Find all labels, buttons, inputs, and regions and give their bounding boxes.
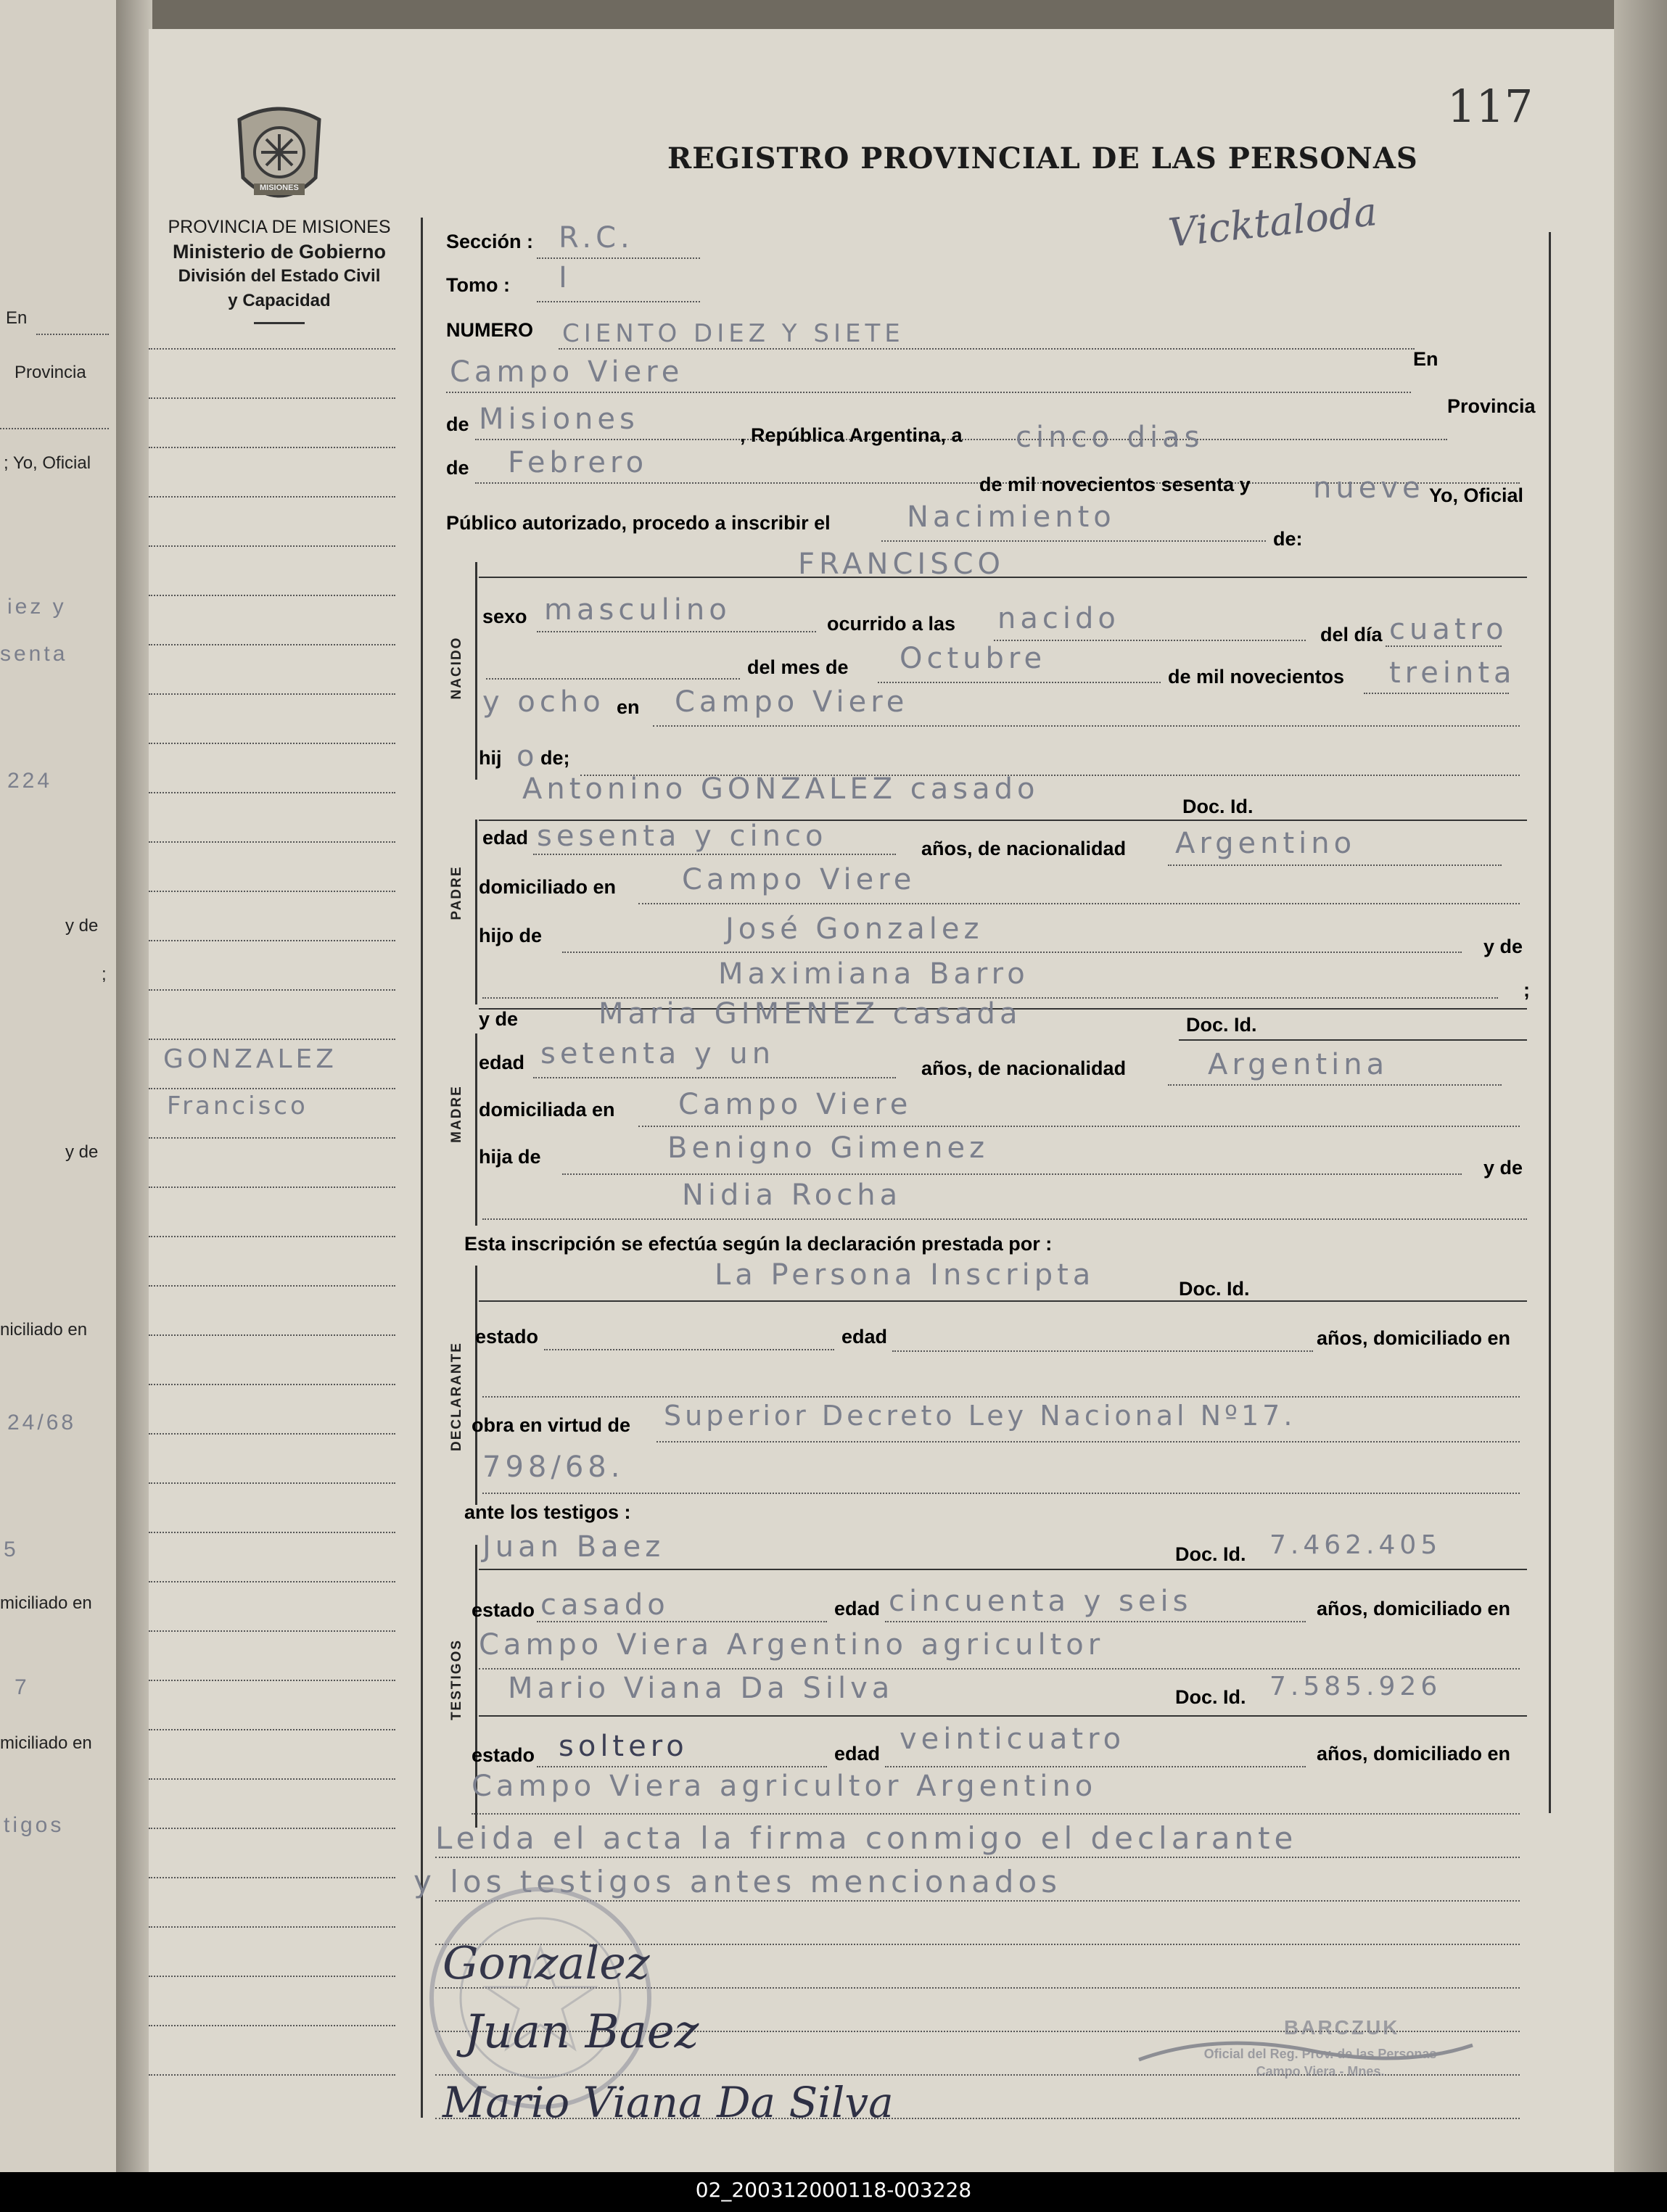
- value-madre-dom: Campo Viere: [678, 1088, 913, 1121]
- left-frag-hw1: iez y: [7, 595, 67, 619]
- right-border: [1549, 232, 1551, 1813]
- margin-line: [149, 447, 395, 448]
- margin-line: [149, 1482, 395, 1484]
- edad-testigo-1-line: [885, 1621, 1306, 1622]
- padre-vsep: [475, 820, 477, 1004]
- label-doc-testigo-2: Doc. Id.: [1175, 1686, 1246, 1708]
- label-ocurrido: ocurrido a las: [827, 613, 956, 635]
- margin-line: [149, 1680, 395, 1681]
- ministry-province: PROVINCIA DE MISIONES: [168, 217, 391, 237]
- margin-line: [149, 940, 395, 941]
- padre-dom-line: [638, 903, 1520, 904]
- testigo-2-rule: [479, 1715, 1527, 1717]
- left-line: [0, 428, 109, 429]
- left-frag-yde1: y de: [65, 916, 99, 936]
- label-y-de-padre: y de: [1483, 936, 1523, 957]
- seccion-line: [537, 257, 700, 259]
- page-edges: [1614, 0, 1667, 2172]
- value-padre-dom: Campo Viere: [682, 863, 916, 896]
- label-de: de: [446, 413, 469, 435]
- value-padre-edad: sesenta y cinco: [537, 820, 828, 853]
- label-de-semi: de;: [540, 747, 570, 769]
- label-del-mes: del mes de: [747, 656, 849, 678]
- ministry-header: [141, 215, 417, 324]
- testigos-top-rule: [479, 1569, 1527, 1570]
- margin-line: [149, 891, 395, 892]
- value-testigo-2: Mario Viana Da Silva: [508, 1672, 894, 1705]
- left-frag-semi: ;: [102, 965, 107, 984]
- label-seccion: Sección :: [446, 231, 534, 252]
- margin-line: [149, 1384, 395, 1385]
- header-signature: Vicktaloda: [1166, 189, 1380, 256]
- label-republica: , República Argentina, a: [740, 424, 963, 446]
- left-line: [36, 334, 109, 335]
- margin-line: [149, 989, 395, 991]
- value-padre-nombre: Antonino GONZALEZ casado: [522, 772, 1040, 806]
- hora-line: [994, 640, 1306, 641]
- margin-line: [149, 841, 395, 843]
- left-frag-hw3: 224: [7, 769, 53, 793]
- padre-nac-line: [1168, 864, 1502, 866]
- margin-surname: GONZALEZ: [163, 1044, 337, 1074]
- madre-vsep: [475, 1033, 477, 1226]
- value-testigo-2-dom: Campo Viera agricultor Argentino: [472, 1770, 1098, 1803]
- label-anos-nac-padre: años, de nacionalidad: [921, 838, 1127, 859]
- value-testigo-2-edad: veinticuatro: [900, 1722, 1126, 1756]
- value-tomo: I: [559, 261, 572, 294]
- numero-line: [559, 348, 1415, 350]
- label-provincia: Provincia: [1447, 395, 1536, 417]
- page-number: 117: [1447, 80, 1534, 133]
- label-edad-declarante: edad: [841, 1326, 888, 1348]
- margin-line: [149, 1187, 395, 1188]
- label-mil-novecientos: de mil novecientos: [1168, 666, 1345, 688]
- label-de-colon: de:: [1273, 528, 1303, 550]
- margin-line: [149, 496, 395, 498]
- margin-line: [149, 644, 395, 645]
- value-dia-nac: cuatro: [1389, 613, 1508, 646]
- margin-line: [149, 1137, 395, 1139]
- dom-testigo-2-line: [472, 1813, 1520, 1815]
- left-frag-hw6: 7: [15, 1675, 30, 1699]
- left-frag-hw7: tigos: [4, 1813, 65, 1837]
- value-obra-1: Superior Decreto Ley Nacional Nº17.: [664, 1400, 1296, 1432]
- value-declarante: La Persona Inscripta: [715, 1258, 1095, 1292]
- left-frag-hw2: senta: [0, 642, 68, 666]
- value-lugar: Campo Viere: [450, 355, 684, 389]
- stamp-text: Oficial del Reg. Prov. de las Personas Campo Viera - Mnes.: [1203, 2047, 1437, 2079]
- closing-note-1: Leida el acta la firma conmigo el declarante: [435, 1820, 1298, 1856]
- label-en: En: [1413, 348, 1438, 370]
- dia-nac-line: [1386, 645, 1502, 647]
- tomo-line: [537, 301, 700, 302]
- value-madre-nombre: Maria GIMENEZ casada: [598, 997, 1022, 1031]
- lugar-nac-line: [653, 725, 1520, 727]
- margin-name: Francisco: [167, 1091, 308, 1121]
- label-domiciliada: domiciliada en: [479, 1099, 615, 1121]
- stamp-name: BARCZUK: [1284, 2016, 1400, 2039]
- margin-line: [149, 1630, 395, 1632]
- label-doc-padre: Doc. Id.: [1182, 796, 1254, 817]
- label-numero: NUMERO: [446, 319, 533, 341]
- left-frag-en: En: [6, 308, 28, 328]
- margin-line: [149, 2074, 395, 2076]
- margin-line: [149, 1433, 395, 1435]
- value-hij-suffix: o: [516, 740, 539, 773]
- value-testigo-1: Juan Baez: [482, 1530, 665, 1564]
- value-abuela-m: Nidia Rocha: [682, 1179, 902, 1212]
- label-edad-testigo-2: edad: [834, 1743, 881, 1765]
- value-lugar-nac: Campo Viere: [675, 685, 909, 719]
- obra-line: [656, 1441, 1520, 1443]
- margin-line: [149, 792, 395, 793]
- label-semicolon-padre: ;: [1523, 979, 1530, 1001]
- signature-da-silva: Mario Viana Da Silva: [443, 2078, 894, 2127]
- image-id-footer: 02_200312000118-003228: [695, 2178, 972, 2202]
- left-page-content: [0, 0, 116, 2172]
- left-frag-hw5: 5: [4, 1538, 19, 1561]
- margin-line: [149, 1581, 395, 1582]
- margin-line: [149, 1926, 395, 1928]
- book-gutter: [116, 0, 152, 2172]
- mes-nac-line: [878, 682, 1161, 683]
- acto-line: [881, 540, 1266, 542]
- label-y-de-madre: y de: [479, 1008, 519, 1030]
- margin-line: [149, 1039, 395, 1040]
- edad-declarante-line: [892, 1350, 1313, 1352]
- value-madre-nac: Argentina: [1208, 1048, 1389, 1081]
- label-de-2: de: [446, 457, 469, 479]
- label-y-de-madre-2: y de: [1483, 1157, 1523, 1179]
- value-numero: CIENTO DIEZ Y SIETE: [562, 319, 905, 348]
- officer-stamp: [1132, 2016, 1480, 2132]
- value-mes: Febrero: [508, 446, 649, 479]
- left-frag-miciliado1: niciliado en: [0, 1320, 88, 1340]
- margin-line: [149, 2025, 395, 2026]
- label-tomo: Tomo :: [446, 274, 510, 296]
- province-emblem: [232, 98, 326, 214]
- value-provincia: Misiones: [479, 403, 639, 436]
- margin-line: [149, 1088, 395, 1089]
- value-acto: Nacimiento: [907, 500, 1116, 534]
- value-testigo-1-edad: cincuenta y seis: [889, 1585, 1193, 1618]
- sexo-line: [537, 631, 816, 632]
- signature-gonzalez: Gonzalez: [443, 1936, 650, 1989]
- label-hija-de: hija de: [479, 1146, 541, 1168]
- label-estado-testigo-2: estado: [472, 1744, 535, 1766]
- dom-testigo-1-line: [479, 1668, 1520, 1670]
- value-ano-nac-2: y ocho: [482, 685, 605, 719]
- left-frag-yde2: y de: [65, 1142, 99, 1162]
- margin-line: [149, 1778, 395, 1780]
- value-dia: cinco dias: [1016, 421, 1204, 454]
- margin-column: [149, 348, 410, 2147]
- value-testigo-1-doc: 7.462.405: [1269, 1530, 1442, 1560]
- margin-line: [149, 1236, 395, 1237]
- madre-doc-rule: [1179, 1039, 1527, 1041]
- label-publico: Público autorizado, procedo a inscribir el: [446, 512, 831, 534]
- signature-baez: Juan Baez: [464, 2005, 699, 2059]
- padre-edad-line: [533, 854, 896, 855]
- section-nacido: NACIDO: [449, 636, 464, 700]
- label-hij: hij: [479, 747, 502, 769]
- value-ano-nac-1: treinta: [1389, 656, 1516, 690]
- abuela-m-line: [482, 1218, 1527, 1220]
- label-anos-nac-madre: años, de nacionalidad: [921, 1057, 1127, 1079]
- label-mil-sesenta: de mil novecientos sesenta y: [979, 474, 1251, 495]
- margin-line: [149, 1285, 395, 1287]
- value-padre-nac: Argentino: [1175, 827, 1357, 860]
- ministry-rule: [254, 322, 305, 324]
- label-obra: obra en virtud de: [472, 1414, 631, 1436]
- value-ano: nueve: [1313, 471, 1425, 505]
- value-madre-edad: setenta y un: [540, 1037, 775, 1070]
- margin-line: [149, 595, 395, 596]
- value-abuelo-m: Benigno Gimenez: [667, 1131, 989, 1165]
- section-madre: MADRE: [449, 1085, 464, 1143]
- label-domiciliado-padre: domiciliado en: [479, 876, 617, 898]
- ministry-division-2: y Capacidad: [228, 291, 331, 310]
- value-mes-nac: Octubre: [900, 642, 1047, 675]
- margin-line: [149, 545, 395, 547]
- value-hora: nacido: [997, 602, 1120, 635]
- obra-line-2: [482, 1493, 1520, 1494]
- margin-line: [149, 348, 395, 350]
- label-inscripcion: Esta inscripción se efectúa según la declaración prestada por :: [464, 1233, 1053, 1255]
- edad-testigo-2-line: [885, 1766, 1306, 1767]
- margin-line: [149, 1877, 395, 1878]
- margin-line: [149, 397, 395, 399]
- label-edad-testigo-1: edad: [834, 1598, 881, 1619]
- left-frag-miciliado2: miciliado en: [0, 1593, 92, 1613]
- abuelo-line: [562, 952, 1462, 953]
- value-testigo-1-dom: Campo Viera Argentino agricultor: [479, 1628, 1105, 1662]
- madre-nac-line: [1168, 1084, 1502, 1086]
- margin-line: [149, 1532, 395, 1533]
- label-anos-dom-testigo-1: años, domiciliado en: [1317, 1598, 1511, 1619]
- closing-line: [435, 1857, 1520, 1858]
- value-seccion: R.C.: [559, 221, 634, 255]
- declarante-vsep: [475, 1266, 477, 1505]
- margin-line: [149, 1828, 395, 1829]
- label-doc-testigo-1: Doc. Id.: [1175, 1543, 1246, 1565]
- value-testigo-1-estado: casado: [540, 1588, 670, 1622]
- left-frag-hw4: 24/68: [7, 1411, 77, 1435]
- ano-nac-line: [1364, 693, 1509, 694]
- ministry-name: Ministerio de Gobierno: [172, 241, 387, 263]
- dom-declarante-line: [482, 1396, 1520, 1398]
- value-testigo-2-doc: 7.585.926: [1269, 1672, 1442, 1701]
- value-sexo: masculino: [544, 593, 731, 627]
- margin-line: [149, 1729, 395, 1730]
- page-title: REGISTRO PROVINCIAL DE LAS PERSONAS: [667, 141, 1418, 176]
- margin-separator: [421, 218, 423, 2118]
- estado-declarante-line: [544, 1349, 834, 1350]
- emblem-text: MISIONES: [260, 183, 299, 192]
- label-yo-oficial: Yo, Oficial: [1429, 484, 1524, 506]
- ministry-division: División del Estado Civil: [178, 266, 381, 286]
- estado-testigo-1-line: [537, 1621, 827, 1622]
- madre-edad-line: [533, 1077, 896, 1078]
- pre-mes-line: [486, 678, 740, 680]
- left-frag-miciliado3: miciliado en: [0, 1733, 92, 1753]
- margin-line: [149, 693, 395, 695]
- label-anos-dom-testigo-2: años, domiciliado en: [1317, 1743, 1511, 1765]
- label-en-lower: en: [617, 696, 640, 718]
- value-abuela: Maximiana Barro: [718, 957, 1029, 991]
- label-doc-declarante: Doc. Id.: [1179, 1278, 1250, 1300]
- left-frag-provincia: Provincia: [15, 363, 86, 382]
- value-testigo-2-estado: soltero: [559, 1730, 688, 1763]
- label-del-dia: del día: [1320, 624, 1383, 645]
- label-edad-padre: edad: [482, 827, 529, 849]
- label-estado-testigo-1: estado: [472, 1599, 535, 1621]
- label-edad-madre: edad: [479, 1052, 525, 1073]
- madre-dom-line: [638, 1126, 1520, 1127]
- lugar-line: [446, 392, 1411, 393]
- abuelo-m-line: [562, 1173, 1462, 1175]
- label-ante: ante los testigos :: [464, 1501, 631, 1523]
- nacido-vsep: [475, 562, 477, 780]
- margin-line: [149, 743, 395, 744]
- label-hijo-de: hijo de: [479, 925, 542, 946]
- label-estado-declarante: estado: [475, 1326, 539, 1348]
- section-testigos: TESTIGOS: [449, 1638, 464, 1721]
- label-doc-madre: Doc. Id.: [1186, 1014, 1257, 1036]
- section-padre: PADRE: [449, 865, 464, 920]
- label-anos-dom-declarante: años, domiciliado en: [1317, 1327, 1511, 1349]
- declarante-top-rule: [479, 1300, 1527, 1302]
- margin-line: [149, 1976, 395, 1977]
- section-declarante: DECLARANTE: [449, 1342, 464, 1451]
- value-nombre: FRANCISCO: [798, 548, 1005, 581]
- closing-note-2: y los testigos antes mencionados: [413, 1864, 1062, 1899]
- value-abuelo: José Gonzalez: [725, 912, 984, 946]
- label-sexo: sexo: [482, 606, 527, 627]
- estado-testigo-2-line: [537, 1766, 827, 1767]
- value-obra-2: 798/68.: [482, 1450, 625, 1484]
- margin-line: [149, 1334, 395, 1336]
- left-frag-oficial: ; Yo, Oficial: [4, 453, 91, 473]
